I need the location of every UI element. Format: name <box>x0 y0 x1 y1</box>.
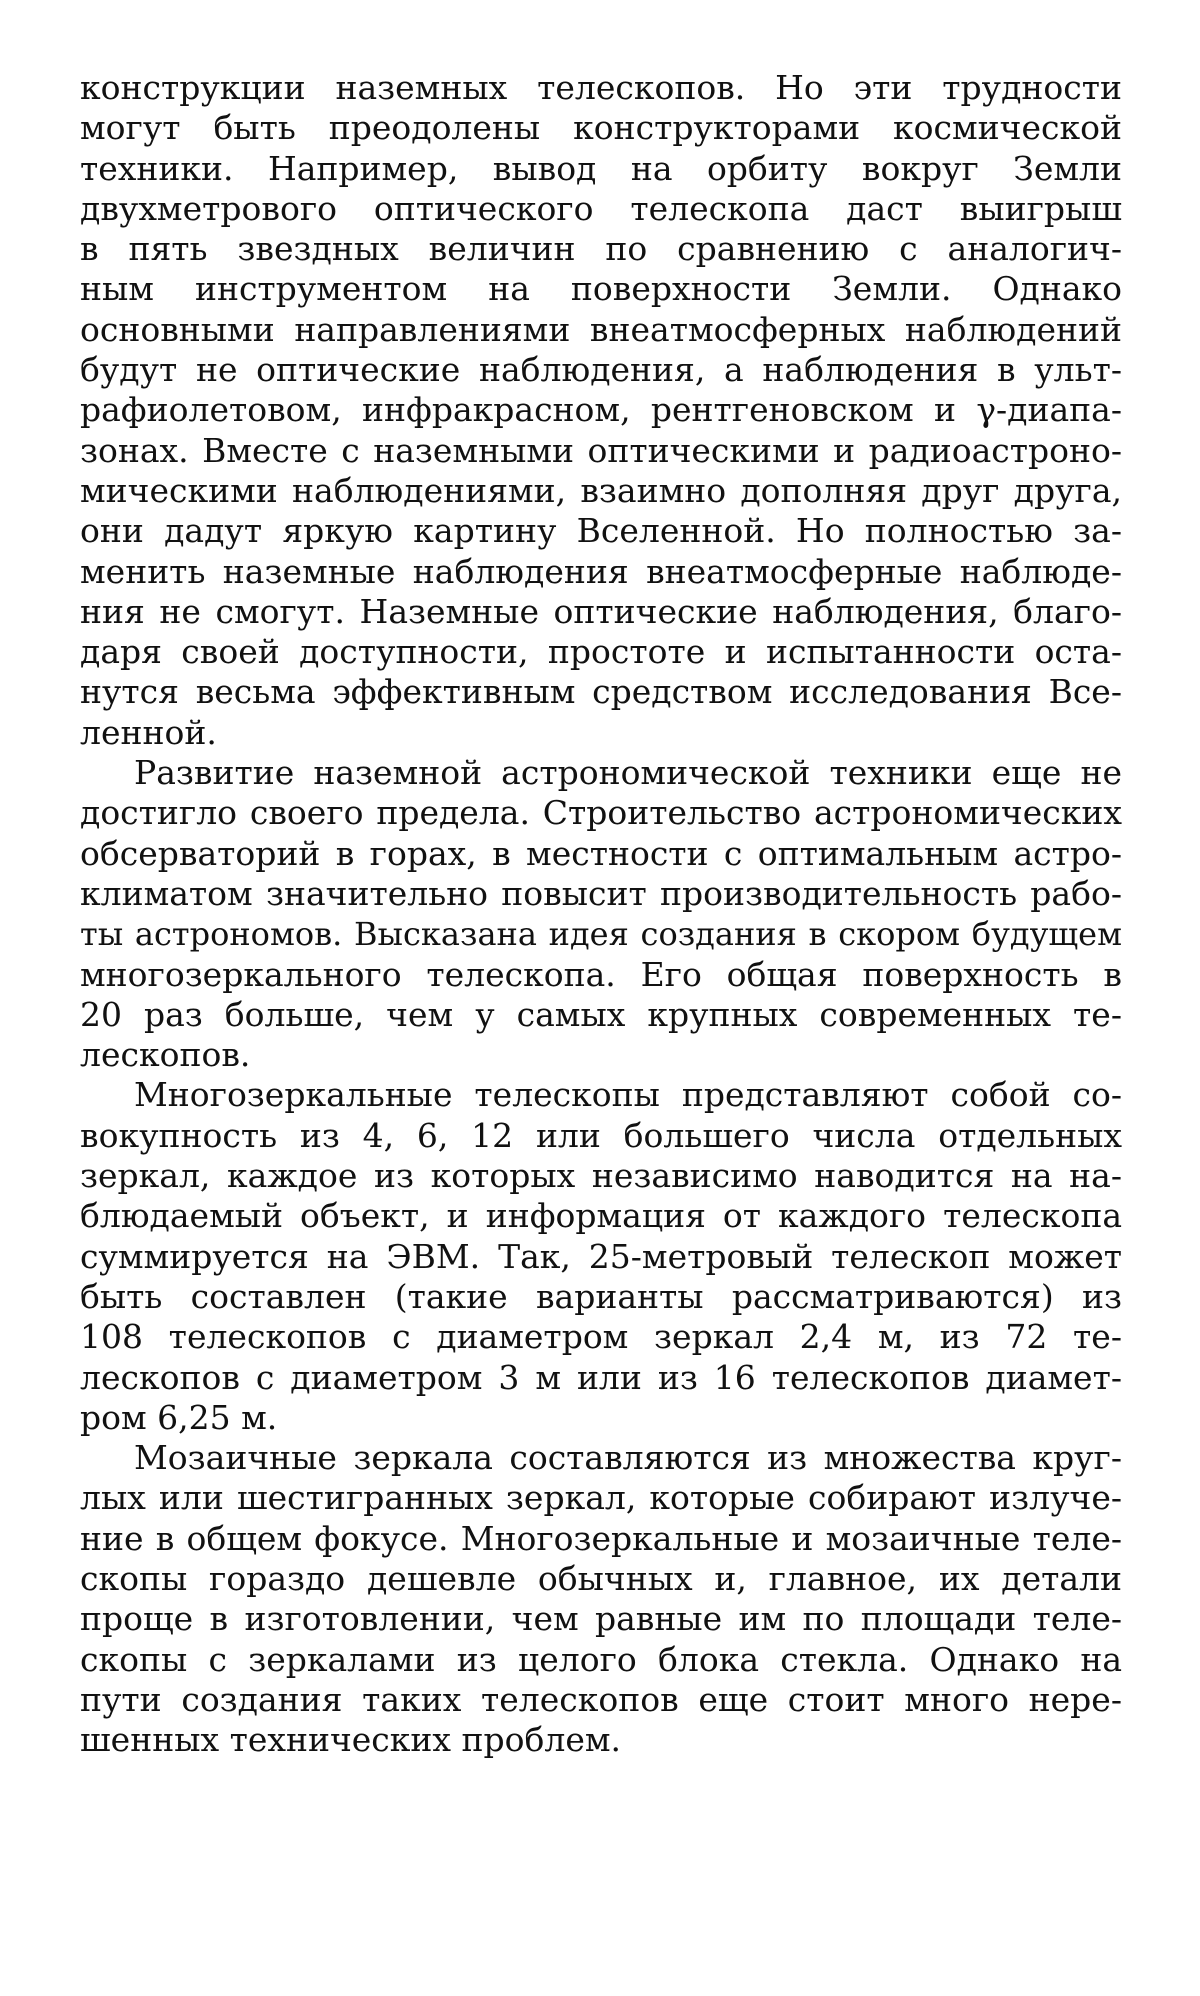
text-line: ным инструментом на поверхности Земли. Однако <box>80 269 1122 309</box>
text-line: лескопов с диаметром 3 м или из 16 телескопов диамет- <box>80 1357 1122 1397</box>
text-line: шенных технических проблем. <box>80 1720 622 1760</box>
text-line: зеркал, каждое из которых независимо наводится на на- <box>80 1156 1122 1196</box>
text-line: конструкции наземных телескопов. Но эти трудности <box>80 68 1122 107</box>
text-line: блюдаемый объект, и информация от каждого телескопа <box>80 1196 1122 1236</box>
text-line: 108 телескопов с диаметром зеркал 2,4 м, из 72 те- <box>80 1317 1122 1357</box>
text-line: проще в изготовлении, чем равные им по площади теле- <box>80 1599 1122 1639</box>
text-line: ния не смогут. Наземные оптические наблюдения, благо- <box>80 591 1122 631</box>
page-text <box>80 68 1122 1760</box>
text-line: даря своей доступности, простоте и испытанности оста- <box>80 632 1122 672</box>
text-line: лых или шестигранных зеркал, которые собирают излуче- <box>80 1478 1122 1518</box>
text-line: могут быть преодолены конструкторами космической <box>80 108 1122 148</box>
text-line: ром 6,25 м. <box>80 1397 278 1437</box>
text-line: менить наземные наблюдения внеатмосферные наблюде- <box>80 551 1122 591</box>
paragraph-4 <box>80 1438 1122 1760</box>
text-line: достигло своего предела. Строительство астрономических <box>80 793 1122 833</box>
text-line: двухметрового оптического телескопа даст выигрыш <box>80 188 1122 228</box>
text-line: Развитие наземной астрономической техники еще не <box>134 753 1122 793</box>
text-line: рафиолетовом, инфракрасном, рентгеновском и γ-диапа- <box>80 390 1122 430</box>
text-line: мическими наблюдениями, взаимно дополняя друг друга, <box>80 470 1122 510</box>
text-line: ленной. <box>80 712 217 752</box>
text-line: 20 раз больше, чем у самых крупных современных те- <box>80 994 1122 1034</box>
text-line: нутся весьма эффективным средством исследования Все- <box>80 672 1122 712</box>
text-line: скопы гораздо дешевле обычных и, главное, их детали <box>80 1558 1122 1598</box>
text-line: в пять звездных величин по сравнению с аналогич- <box>80 229 1122 269</box>
paragraph-3 <box>80 1075 1122 1438</box>
paragraph-1 <box>80 68 1122 753</box>
text-line: ние в общем фокусе. Многозеркальные и мозаичные теле- <box>80 1518 1122 1558</box>
text-line: обсерваторий в горах, в местности с оптимальным астро- <box>80 833 1122 873</box>
text-line: будут не оптические наблюдения, а наблюдения в ульт- <box>80 350 1122 390</box>
text-line: многозеркального телескопа. Его общая поверхность в <box>80 954 1122 994</box>
text-line: они дадут яркую картину Вселенной. Но полностью за- <box>80 511 1122 551</box>
text-line: ты астрономов. Высказана идея создания в скором будущем <box>80 915 1122 954</box>
text-line: Мозаичные зеркала составляются из множества круг- <box>134 1438 1122 1478</box>
text-line: суммируется на ЭВМ. Так, 25-метровый телескоп может <box>80 1236 1122 1276</box>
text-line: Многозеркальные телескопы представляют собой со- <box>134 1075 1122 1115</box>
text-line: основными направлениями внеатмосферных наблюдений <box>80 309 1122 349</box>
text-line: зонах. Вместе с наземными оптическими и радиоастроно- <box>80 430 1122 470</box>
text-line: техники. Например, вывод на орбиту вокруг Земли <box>80 148 1122 188</box>
text-line: скопы с зеркалами из целого блока стекла. Однако на <box>80 1639 1122 1679</box>
paragraph-2 <box>80 753 1122 1075</box>
text-line: климатом значительно повысит производительность рабо- <box>80 873 1122 913</box>
text-line: лескопов. <box>80 1035 251 1075</box>
text-line: быть составлен (такие варианты рассматриваются) из <box>80 1276 1122 1316</box>
text-line: пути создания таких телескопов еще стоит много нере- <box>80 1679 1122 1719</box>
text-line: вокупность из 4, 6, 12 или большего числа отдельных <box>80 1115 1122 1155</box>
